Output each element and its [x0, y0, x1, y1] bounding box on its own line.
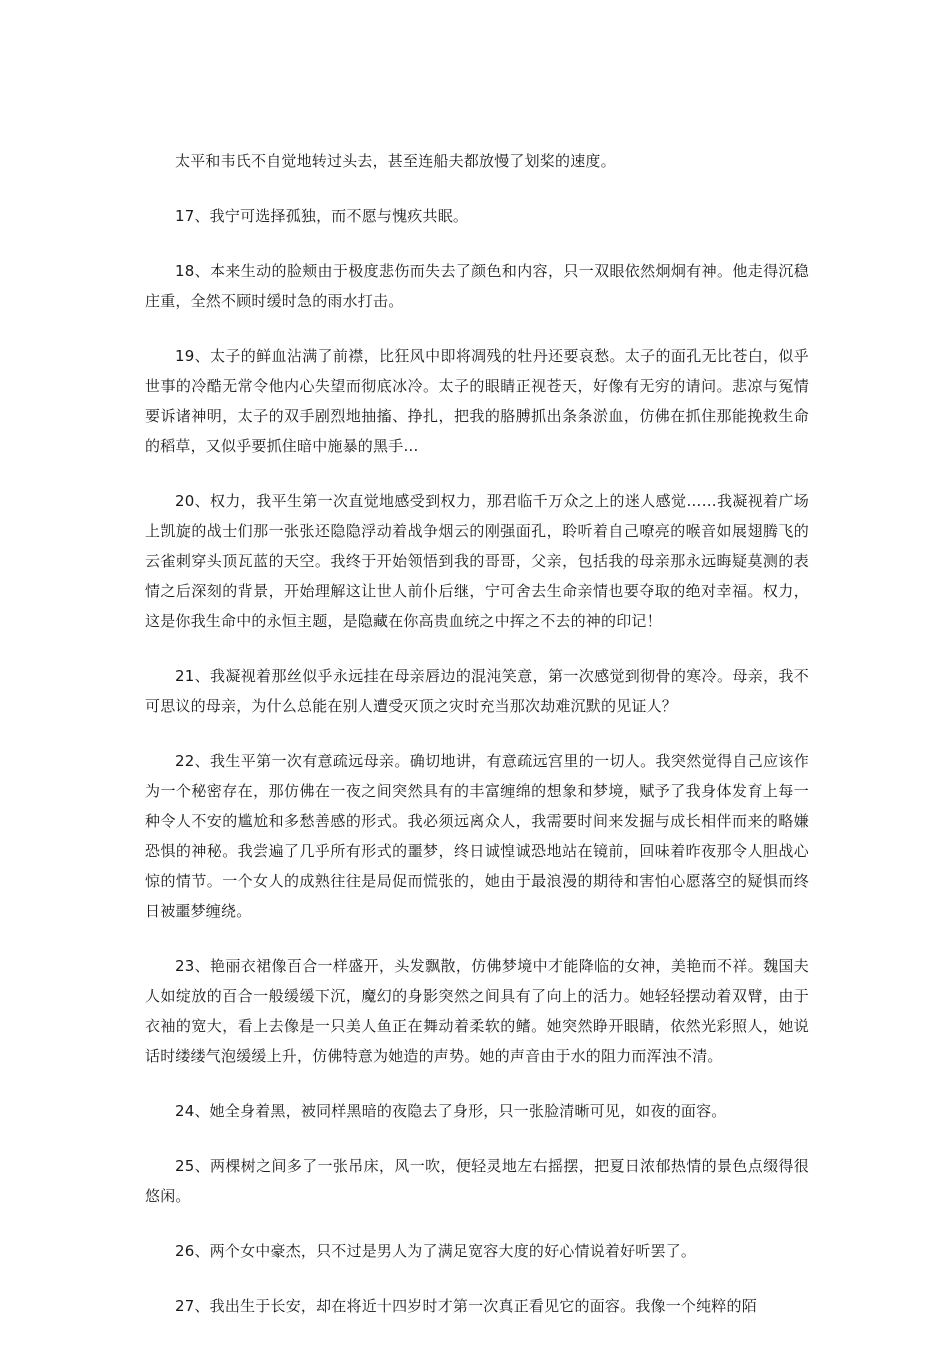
paragraph-24: 24、她全身着黑，被同样黑暗的夜隐去了身形，只一张脸清晰可见，如夜的面容。: [175, 1102, 727, 1120]
document-body: [145, 146, 809, 1346]
paragraph-17: 17、我宁可选择孤独，而不愿与愧疚共眠。: [175, 207, 469, 225]
paragraph-22: 22、我生平第一次有意疏远母亲。确切地讲，有意疏远宫里的一切人。我突然觉得自己应该作为一个秘密存在，那仿佛在一夜之间突然具有的丰富缠绵的想象和梦境，赋予了我身体发育上每一种令人不安的尴尬和多愁善感的形式。我必须远离众人，我需要时间来发掘与成长相伴而来的略嫌恐惧的神秘。我尝遍了几乎所有形式的噩梦，终日诚惶诚恐地站在镜前，回味着昨夜那令人胆战心惊的情节。一个女人的成熟往往是局促而慌张的，她由于最浪漫的期待和害怕心愿落空的疑惧而终日被噩梦缠绕。: [145, 752, 809, 920]
paragraph-21: 21、我凝视着那丝似乎永远挂在母亲唇边的混沌笑意，第一次感觉到彻骨的寒冷。母亲，我不可思议的母亲，为什么总能在别人遭受灭顶之灾时充当那次劫难沉默的见证人？: [145, 667, 809, 715]
paragraph-18: 18、本来生动的脸颊由于极度悲伤而失去了颜色和内容，只一双眼依然炯炯有神。他走得沉稳庄重，全然不顾时缓时急的雨水打击。: [145, 262, 809, 310]
paragraph-intro: 太平和韦氏不自觉地转过头去，甚至连船夫都放慢了划桨的速度。: [175, 152, 616, 170]
paragraph-20: 20、权力，我平生第一次直觉地感受到权力，那君临千万众之上的迷人感觉……我凝视着广场上凯旋的战士们那一张张还隐隐浮动着战争烟云的刚强面孔，聆听着自己嘹亮的喉音如展翅腾飞的云雀刺穿头顶瓦蓝的天空。我终于开始领悟到我的哥哥，父亲，包括我的母亲那永远晦疑莫测的表情之后深刻的背景，开始理解这让世人前仆后继，宁可舍去生命亲情也要夺取的绝对幸福。权力，这是你我生命中的永恒主题，是隐藏在你高贵血统之中挥之不去的神的印记！: [145, 492, 809, 630]
paragraph-25: 25、两棵树之间多了一张吊床，风一吹，便轻灵地左右摇摆，把夏日浓郁热情的景色点缀得很悠闲。: [145, 1157, 809, 1205]
paragraph-19: 19、太子的鲜血沾满了前襟，比狂风中即将凋残的牡丹还要哀愁。太子的面孔无比苍白，似乎世事的冷酷无常令他内心失望而彻底冰冷。太子的眼睛正视苍天，好像有无穷的请问。悲凉与冤情要诉诸神明，太子的双手剧烈地抽搐、挣扎，把我的胳膊抓出条条淤血，仿佛在抓住那能挽救生命的稻草，又似乎要抓住暗中施暴的黑手…: [145, 347, 809, 455]
paragraph-23: 23、艳丽衣裙像百合一样盛开，头发飘散，仿佛梦境中才能降临的女神，美艳而不祥。魏国夫人如绽放的百合一般缓缓下沉，魔幻的身影突然之间具有了向上的活力。她轻轻摆动着双臂，由于衣袖的宽大，看上去像是一只美人鱼正在舞动着柔软的鳍。她突然睁开眼睛，依然光彩照人，她说话时缕缕气泡缓缓上升，仿佛特意为她造的声势。她的声音由于水的阻力而浑浊不清。: [145, 957, 809, 1065]
paragraph-26: 26、两个女中豪杰，只不过是男人为了满足宽容大度的好心情说着好听罢了。: [175, 1242, 697, 1260]
paragraph-27: 27、我出生于长安，却在将近十四岁时才第一次真正看见它的面容。我像一个纯粹的陌: [175, 1297, 757, 1315]
